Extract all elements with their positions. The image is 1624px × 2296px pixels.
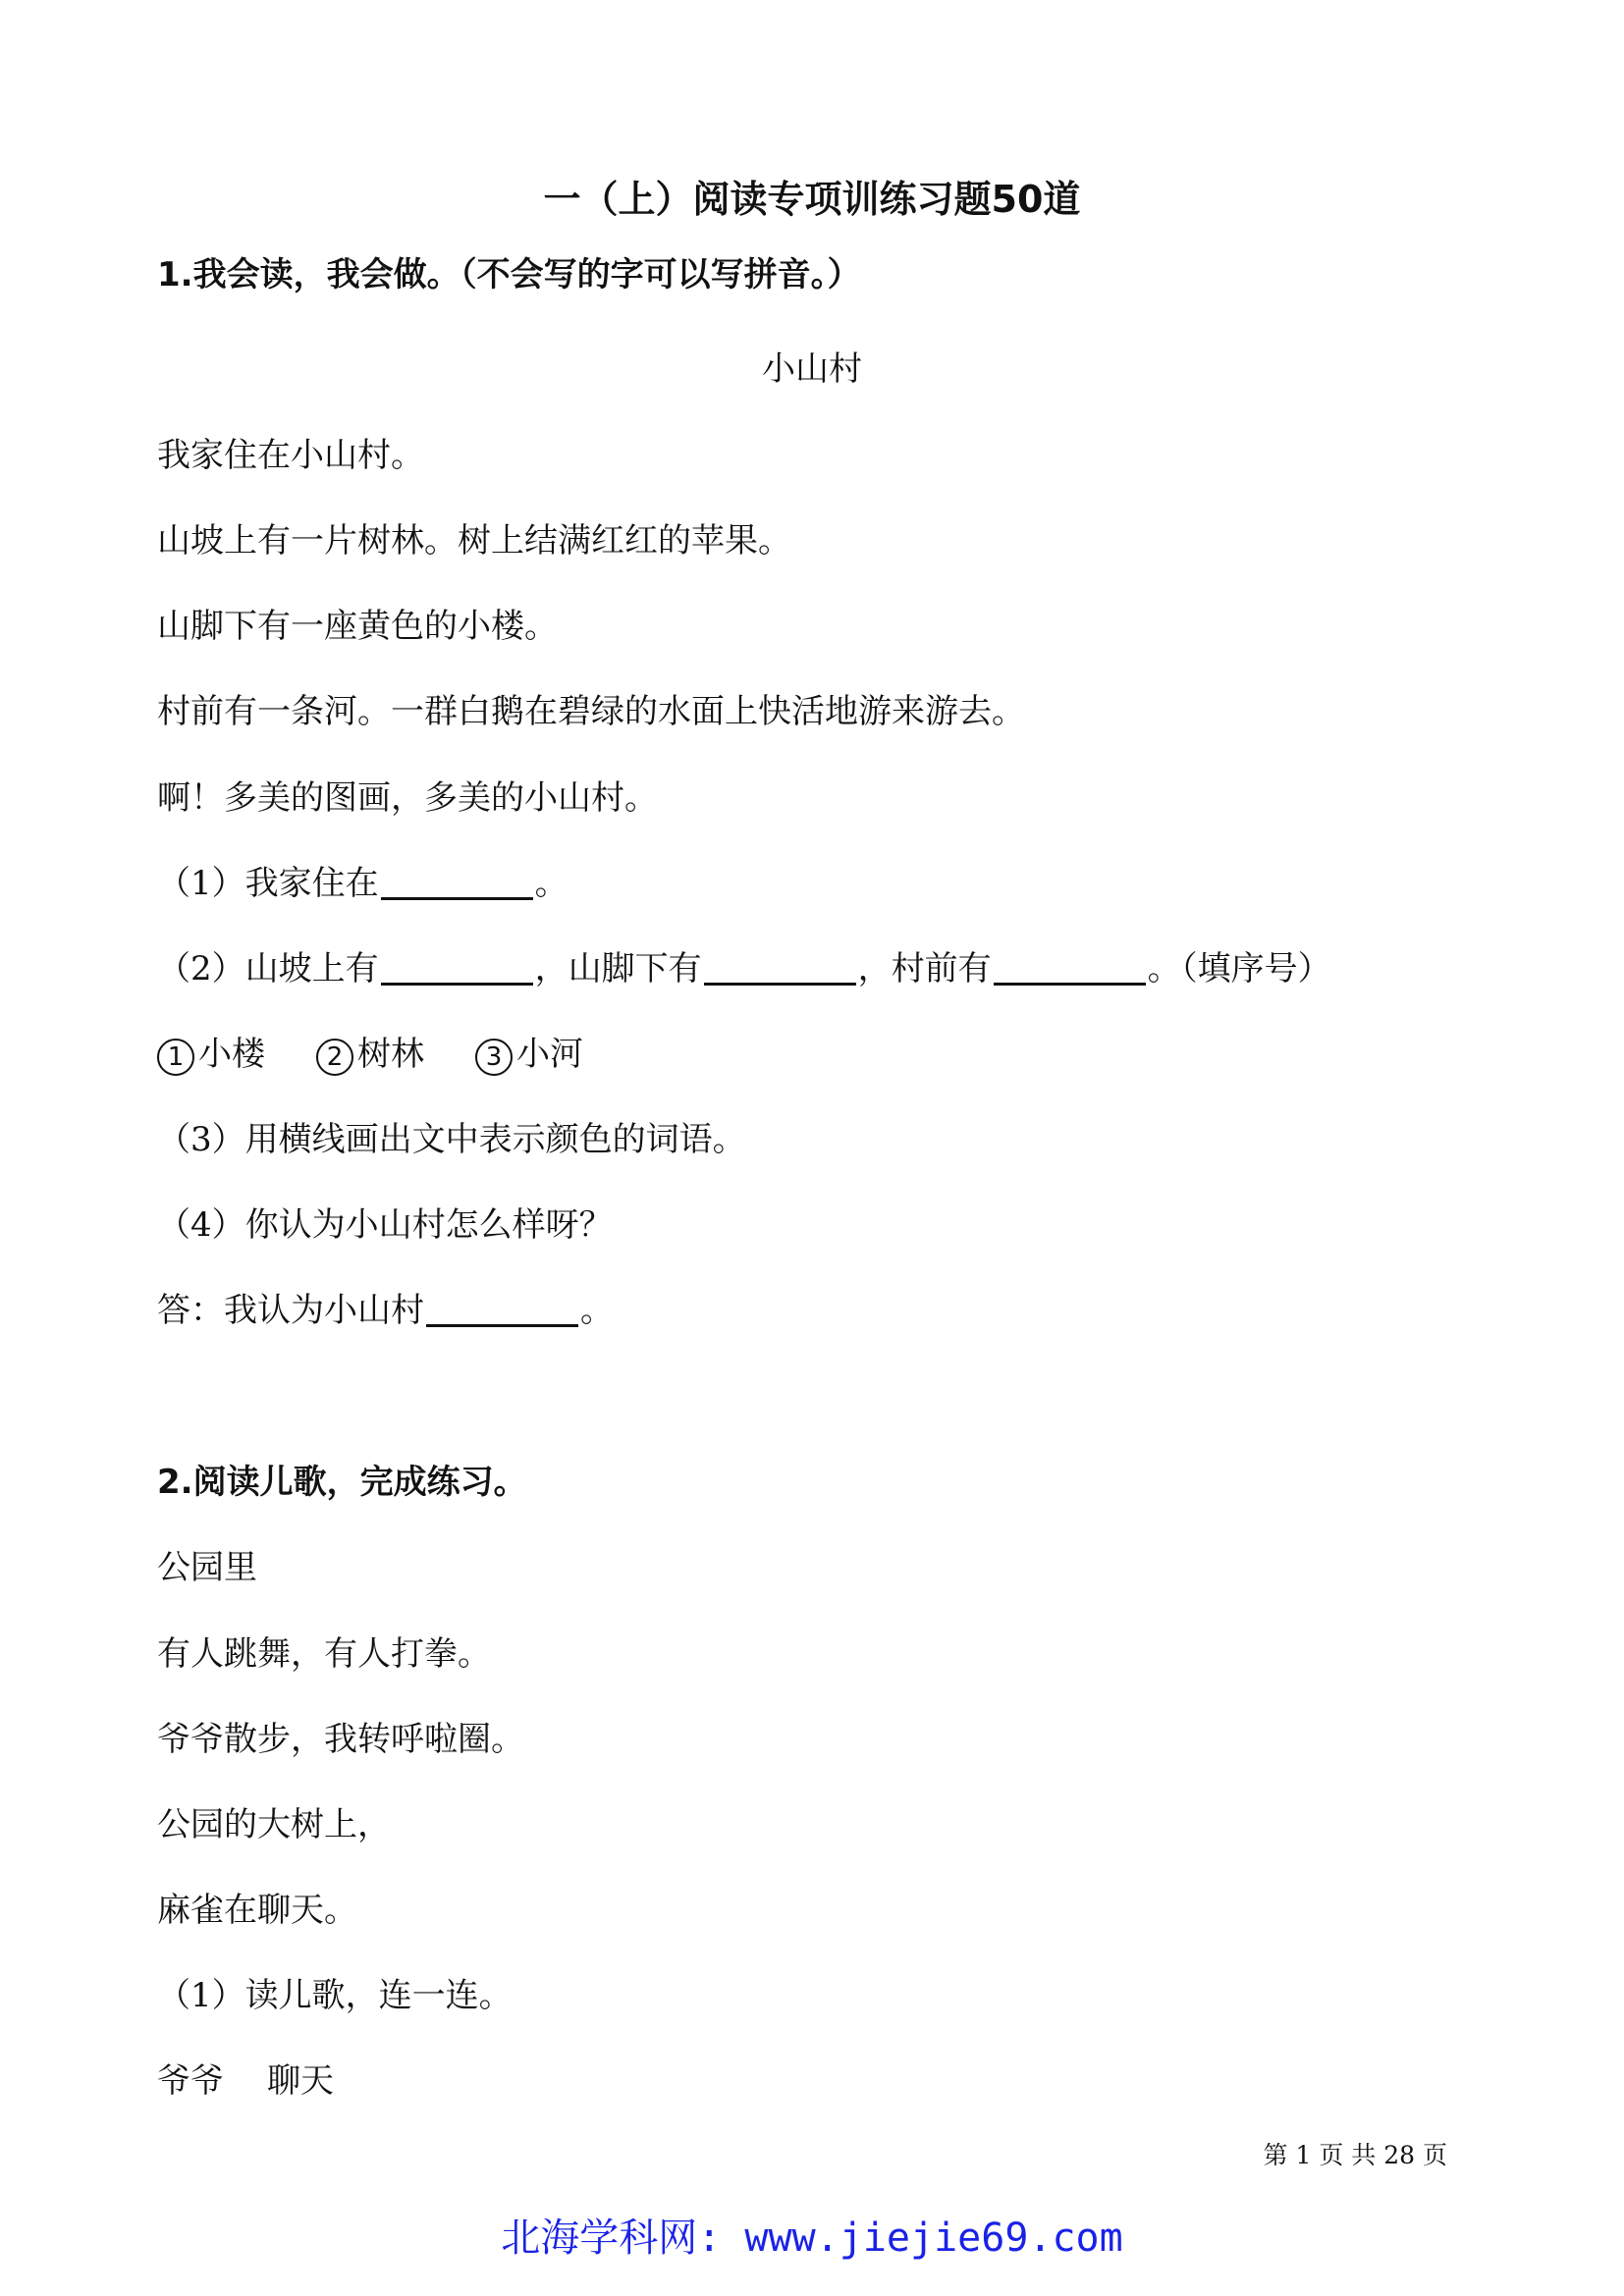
sub-1-prefix: （1）我家住在 [157,864,379,903]
match-left-item[interactable]: 爷爷 [157,2061,224,2101]
option-text: 树林 [357,1035,424,1074]
question-2-sub-1: （1）读儿歌，连一连。 [157,1976,513,2015]
poem-line: 麻雀在聊天。 [157,1891,357,1930]
sub-2-prefix: （2）山坡上有 [157,949,379,988]
poem-line: 公园的大树上， [157,1805,391,1844]
passage-line: 啊！多美的图画，多美的小山村。 [157,778,658,818]
question-2-heading: 2.阅读儿歌，完成练习。 [157,1463,527,1502]
poem-line: 有人跳舞，有人打拳。 [157,1634,491,1674]
option-text: 小楼 [198,1035,265,1074]
document-title: 一（上）阅读专项训练习题50道 [543,178,1081,221]
option-text: 小河 [516,1035,583,1074]
answer-blank[interactable] [426,1285,578,1327]
answer-blank[interactable] [994,943,1146,986]
sub-2-mid-1: ，山脚下有 [534,949,702,988]
answer-blank[interactable] [704,943,856,986]
sub-2-suffix: 。（填序号） [1147,949,1331,988]
question-1-sub-3: （3）用横线画出文中表示颜色的词语。 [157,1120,746,1159]
answer-blank[interactable] [381,943,533,986]
match-right-item[interactable]: 聊天 [267,2061,334,2101]
poem-line: 公园里 [157,1548,257,1587]
option-item [316,1025,424,1084]
question-1-sub-2 [157,939,1331,998]
sub-1-suffix: 。 [534,864,568,903]
answer-prefix: 答：我认为小山村 [157,1291,424,1330]
site-watermark: 北海学科网: www.jiejie69.com [501,2216,1123,2261]
question-1-heading: 1.我会读，我会做。（不会写的字可以写拼音。） [157,255,861,294]
answer-blank[interactable] [381,858,533,900]
circled-number: 3 [475,1039,513,1076]
question-1-answer [157,1281,614,1340]
question-1-sub-4: （4）你认为小山村怎么样呀？ [157,1205,613,1245]
passage-line: 我家住在小山村。 [157,436,424,475]
question-1-sub-1 [157,854,568,913]
matching-row [157,2052,334,2110]
option-item [157,1025,265,1084]
passage-line: 村前有一条河。一群白鹅在碧绿的水面上快活地游来游去。 [157,692,1025,731]
passage-title: 小山村 [762,349,862,389]
passage-line: 山脚下有一座黄色的小楼。 [157,607,558,646]
circled-number: 1 [157,1039,194,1076]
circled-number: 2 [316,1039,353,1076]
page-number: 第 1 页 共 28 页 [1263,2141,1447,2169]
answer-suffix: 。 [580,1291,614,1330]
poem-line: 爷爷散步，我转呼啦圈。 [157,1720,524,1759]
passage-line: 山坡上有一片树林。树上结满红红的苹果。 [157,521,791,561]
option-item [475,1025,583,1084]
sub-2-mid-2: ，村前有 [857,949,992,988]
option-list [157,1025,634,1084]
